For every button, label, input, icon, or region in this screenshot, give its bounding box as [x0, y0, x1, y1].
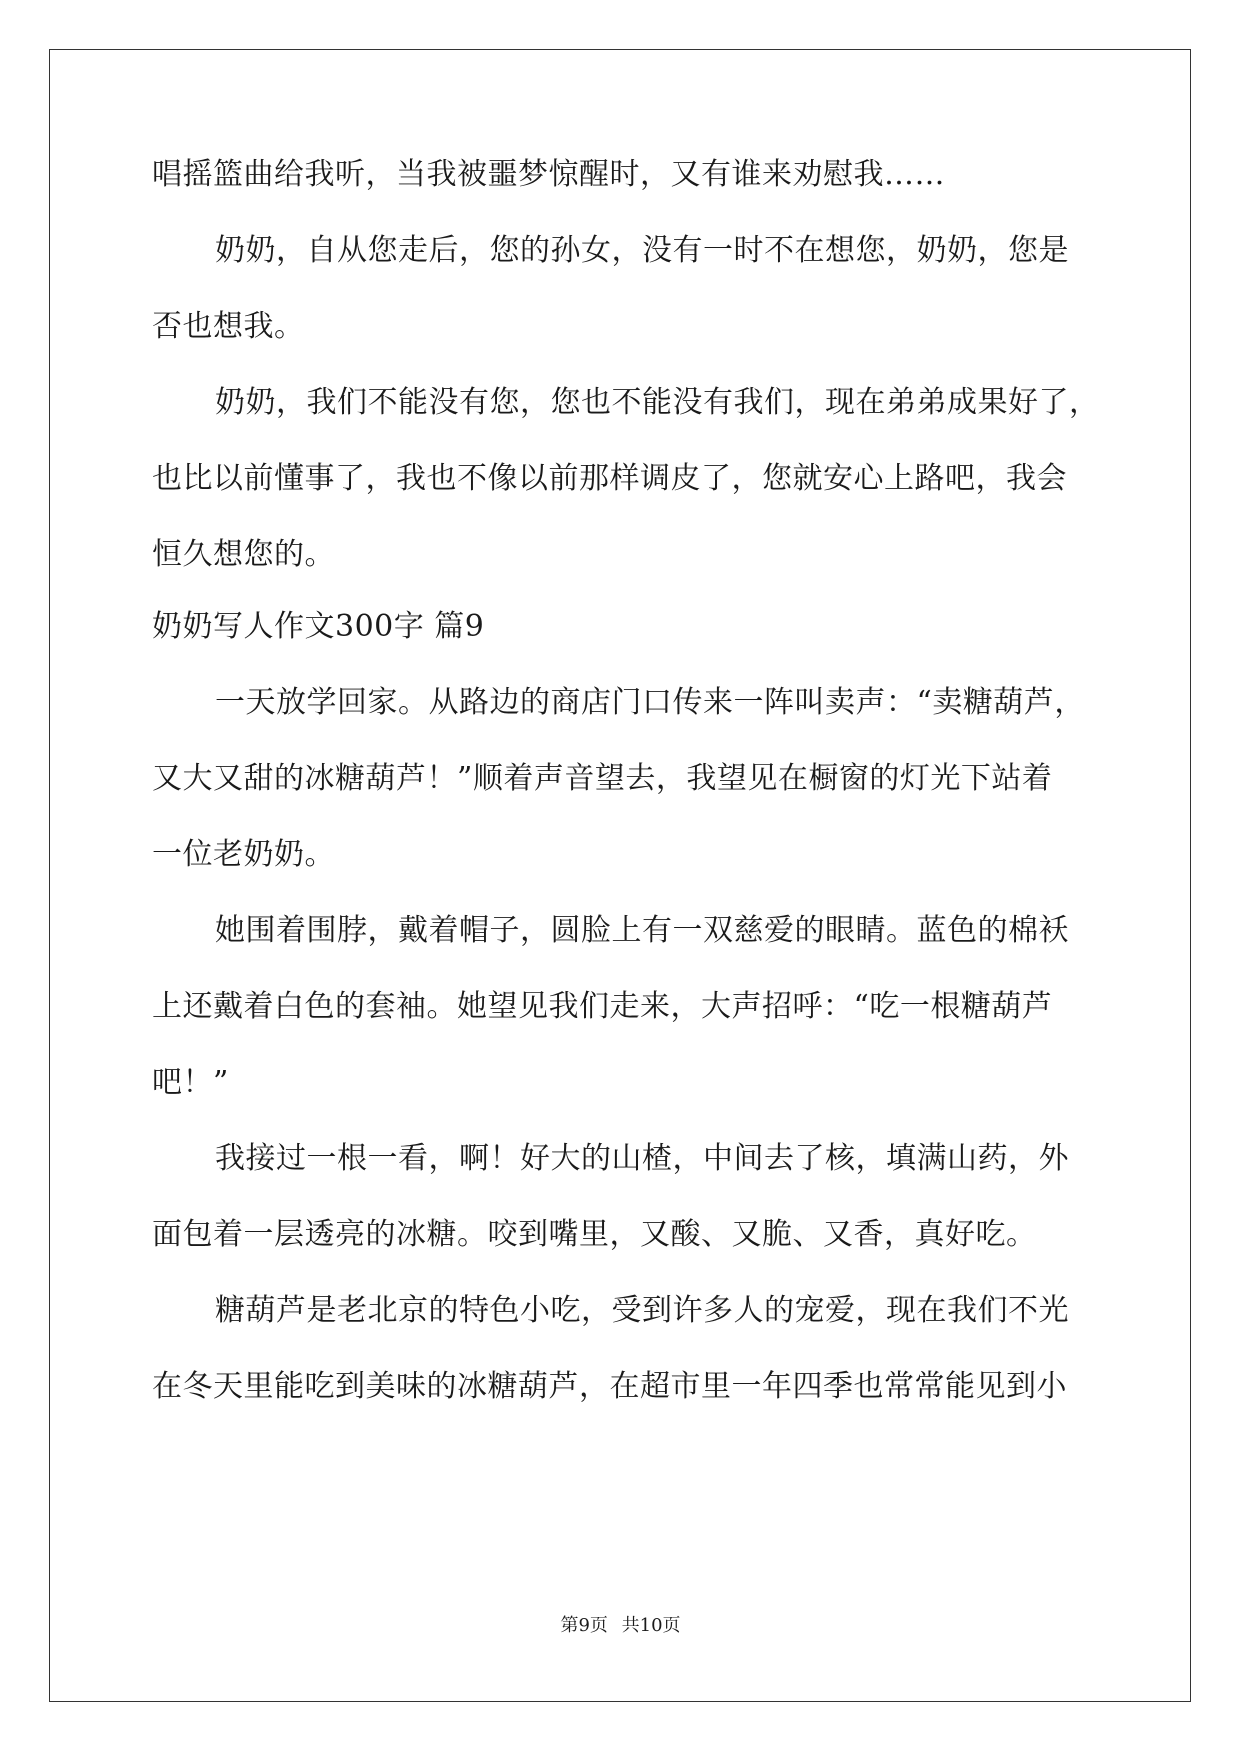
paragraph-line: 糖葫芦是老北京的特色小吃，受到许多人的宠爱，现在我们不光: [215, 1293, 1069, 1328]
text-line: 又大又甜的冰糖葫芦！”顺着声音望去，我望见在橱窗的灯光下站着: [152, 761, 1053, 796]
paragraph-line: 一天放学回家。从路边的商店门口传来一阵叫卖声：“卖糖葫芦，: [215, 685, 1085, 720]
text-line: 在冬天里能吃到美味的冰糖葫芦，在超市里一年四季也常常能见到小: [152, 1369, 1067, 1404]
text-line: 上还戴着白色的套袖。她望见我们走来，大声招呼：“吃一根糖葫芦: [152, 989, 1053, 1024]
text-line: 恒久想您的。: [152, 537, 335, 572]
text-line: 面包着一层透亮的冰糖。咬到嘴里，又酸、又脆、又香，真好吃。: [152, 1217, 1037, 1252]
text-line: 唱摇篮曲给我听，当我被噩梦惊醒时，又有谁来劝慰我……: [152, 157, 945, 192]
page-border: [49, 49, 1191, 1702]
text-line: 吧！”: [152, 1065, 229, 1100]
section-heading: 奶奶写人作文300字 篇9: [152, 609, 485, 644]
page-total: 共10页: [621, 1615, 681, 1636]
text-line: 也比以前懂事了，我也不像以前那样调皮了，您就安心上路吧，我会: [152, 461, 1067, 496]
text-line: 一位老奶奶。: [152, 837, 335, 872]
paragraph-line: 她围着围脖，戴着帽子，圆脸上有一双慈爱的眼睛。蓝色的棉袄: [215, 913, 1069, 948]
text-line: 否也想我。: [152, 309, 305, 344]
paragraph-line: 奶奶，我们不能没有您，您也不能没有我们，现在弟弟成果好了，: [215, 385, 1100, 420]
paragraph-line: 我接过一根一看，啊！好大的山楂，中间去了核，填满山药，外: [215, 1141, 1069, 1176]
page-footer: [0, 1614, 1241, 1638]
paragraph-line: 奶奶，自从您走后，您的孙女，没有一时不在想您，奶奶，您是: [215, 233, 1069, 268]
page-number: 第9页: [560, 1615, 608, 1636]
